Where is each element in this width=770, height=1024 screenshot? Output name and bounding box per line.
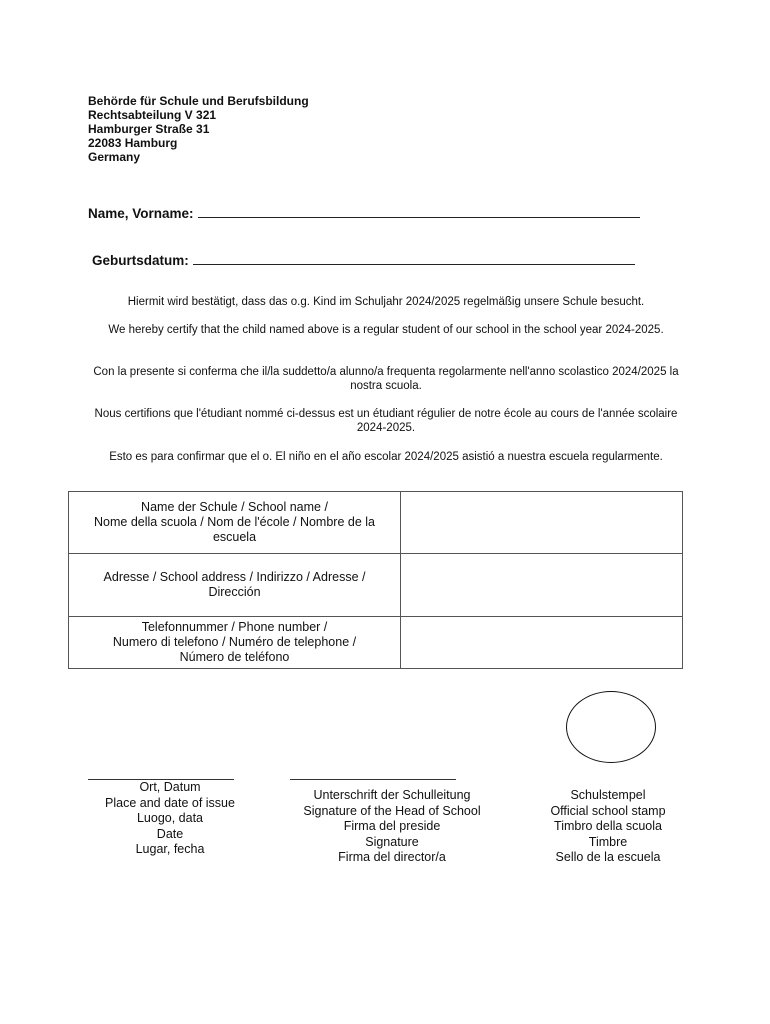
sender-line-department: Rechtsabteilung V 321	[88, 108, 217, 122]
place-date-caption-de: Ort, Datum	[139, 780, 201, 794]
school-address-label-line1: Adresse / School address / Indirizzo / Adresse / Dirección	[103, 570, 366, 599]
school-address-row	[69, 554, 683, 617]
sender-line-city: 22083 Hamburg	[88, 136, 178, 150]
school-phone-label-line2: Numero di telefono / Numéro de telephone /	[112, 635, 357, 649]
certification-english: We hereby certify that the child named above is a regular student of our school in the school year 2024-2025.	[108, 324, 664, 336]
head-signature-caption-de: Unterschrift der Schulleitung	[313, 788, 471, 802]
certification-spanish: Esto es para confirmar que el o. El niño en el año escolar 2024/2025 asistió a nuestra escuela regularmente.	[109, 451, 663, 463]
birthdate-field[interactable]	[92, 253, 635, 268]
school-stamp-caption-es: Sello de la escuela	[555, 850, 661, 864]
sender-line-street: Hamburger Straße 31	[88, 122, 210, 136]
school-name-label	[69, 492, 401, 554]
place-date-caption	[88, 780, 252, 858]
place-date-caption-it: Luogo, data	[136, 811, 204, 825]
sender-address	[88, 94, 309, 164]
place-date-caption-es: Lugar, fecha	[135, 842, 205, 856]
head-signature-caption	[286, 788, 498, 866]
school-phone-row	[69, 617, 683, 669]
school-stamp-caption-en: Official school stamp	[550, 803, 666, 818]
sender-line-authority: Behörde für Schule und Berufsbildung	[88, 94, 309, 108]
school-stamp-caption-de: Schulstempel	[570, 788, 646, 802]
school-stamp-caption	[530, 788, 686, 866]
head-signature-caption-it: Firma del preside	[343, 819, 441, 833]
name-field-rule[interactable]	[198, 216, 640, 218]
head-signature-caption-fr: Signature	[365, 834, 419, 849]
head-signature-caption-en: Signature of the Head of School	[303, 803, 481, 818]
name-field[interactable]	[88, 206, 640, 221]
school-phone-value[interactable]	[401, 617, 683, 669]
school-info-table	[68, 491, 683, 669]
school-name-label-line1: Name der Schule / School name /	[141, 500, 328, 514]
school-stamp-caption-it: Timbro della scuola	[554, 819, 662, 833]
school-name-row	[69, 492, 683, 554]
birthdate-field-label: Geburtsdatum:	[92, 253, 189, 268]
school-address-value[interactable]	[401, 554, 683, 617]
stamp-circle	[566, 691, 656, 763]
school-phone-label-line3: Número de teléfono	[179, 650, 290, 664]
sender-line-country: Germany	[88, 150, 141, 164]
school-stamp-caption-fr: Timbre	[588, 834, 628, 849]
place-date-caption-fr: Date	[156, 826, 184, 841]
school-name-value[interactable]	[401, 492, 683, 554]
certification-german: Hiermit wird bestätigt, dass das o.g. Kind im Schuljahr 2024/2025 regelmäßig unsere Schule besucht.	[127, 296, 645, 308]
birthdate-field-rule[interactable]	[193, 263, 635, 265]
name-field-label: Name, Vorname:	[88, 206, 194, 221]
certification-italian: Con la presente si conferma che il/la suddetto/a alunno/a frequenta regolarmente nell'anno scolastico 2024/2025 la nostra scuola.	[93, 366, 679, 392]
certification-french: Nous certifions que l'étudiant nommé ci-dessus est un étudiant régulier de notre école au cours de l'année scolaire 2024-2025.	[94, 408, 678, 434]
head-signature-caption-es: Firma del director/a	[338, 850, 446, 864]
head-signature-line[interactable]	[290, 779, 456, 780]
school-address-label	[69, 554, 401, 617]
school-phone-label	[69, 617, 401, 669]
school-name-label-line2: Nome della scuola / Nom de l'école / Nombre de la escuela	[94, 515, 375, 544]
place-date-caption-en: Place and date of issue	[105, 795, 235, 810]
school-phone-label-line1: Telefonnummer / Phone number /	[141, 620, 328, 634]
